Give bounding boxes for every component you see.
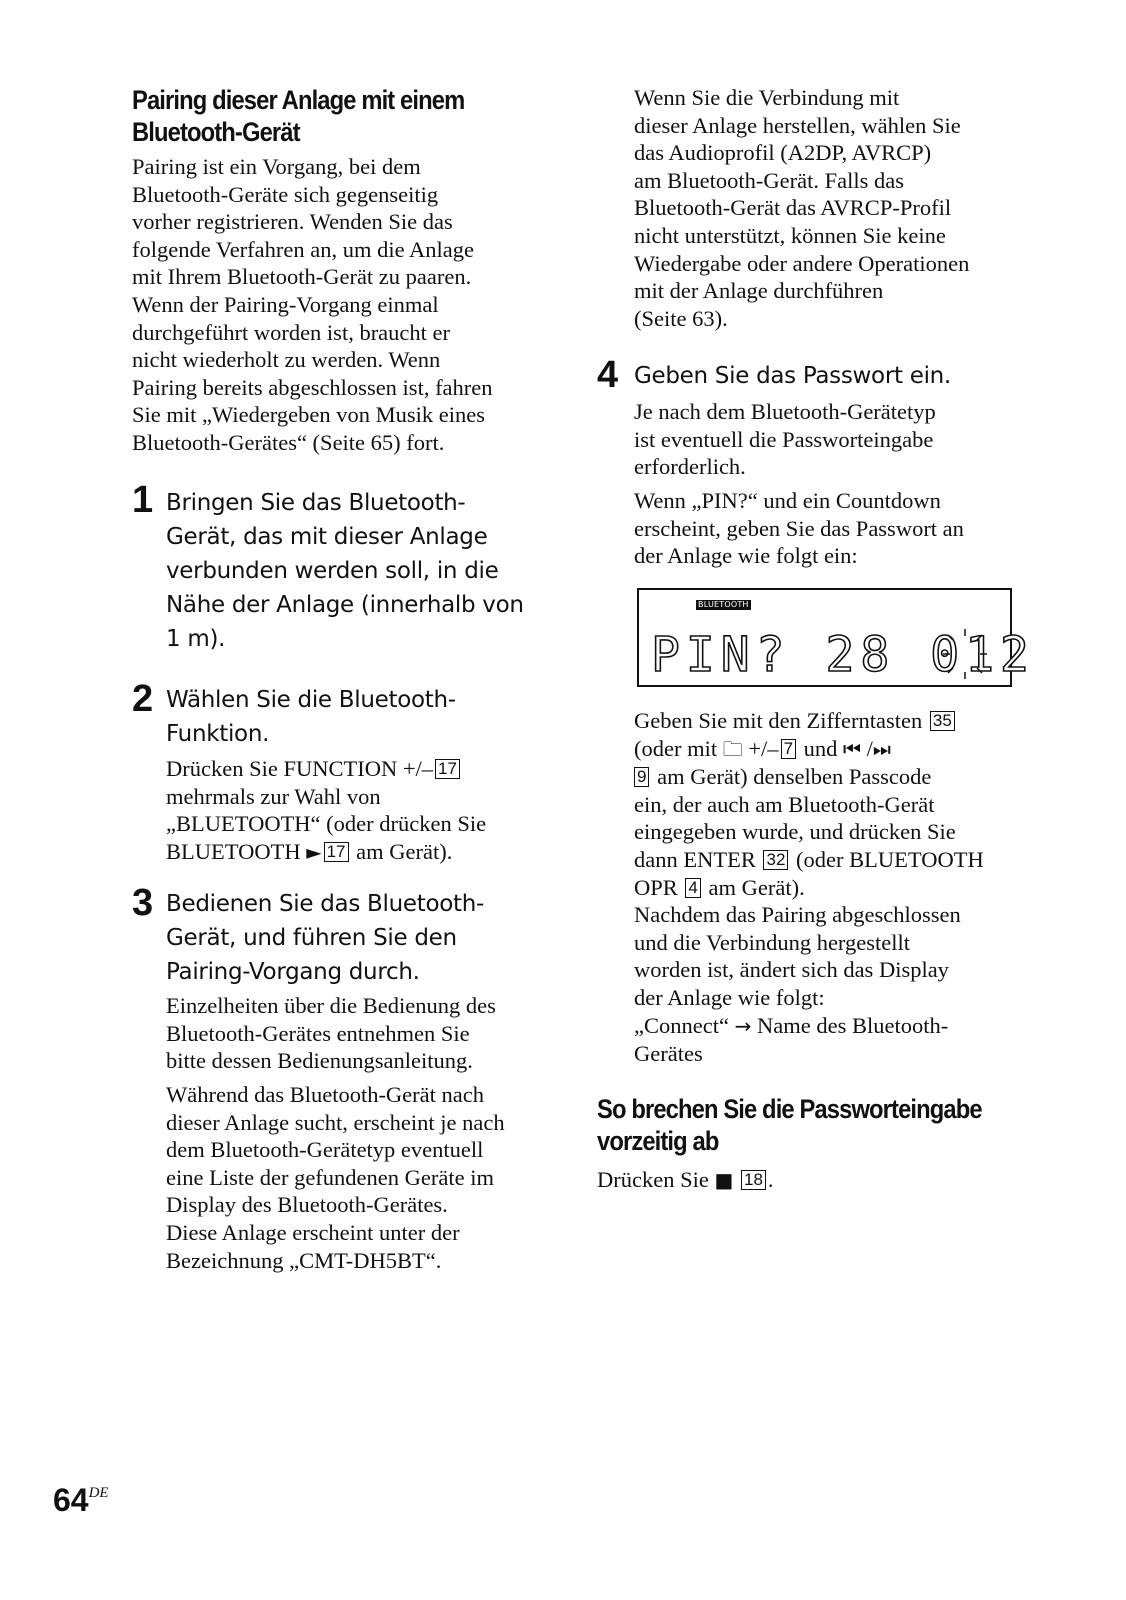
step-number-4: 4 bbox=[597, 354, 619, 396]
page-number: 64DE bbox=[53, 1482, 109, 1518]
step-4-title: Geben Sie das Passwort ein. bbox=[634, 363, 951, 389]
step-number-2: 2 bbox=[132, 678, 154, 720]
intro-paragraph: Pairing ist ein Vorgang, bei dem Bluetooth-Geräte sich gegenseitig vorher registrieren. Wenden Sie das folgende Verfahren an, um die Anlage mit Ihrem Bluetooth-Gerät zu paaren. Wenn der Pairing-Vorgang einmal durchgeführt worden ist, braucht er nicht wiederholt zu werden. Wenn Pairing bereits abgeschlossen ist, fahren Sie mit „Wiedergeben von Musik eines Bluetooth-Gerätes“ (Seite 65) fort. bbox=[132, 154, 493, 455]
step-3-body-2: Während das Bluetooth-Gerät nach dieser Anlage sucht, erscheint je nach dem Bluetooth-Gerätetyp eventuell eine Liste der gefundenen Geräte im Display des Bluetooth-Gerätes. Diese Anlage erscheint unter der Bezeichnung „CMT-DH5BT“. bbox=[166, 1082, 505, 1273]
next-track-icon: ⏭ bbox=[872, 736, 891, 761]
unit-display-illustration bbox=[637, 588, 1035, 687]
folder-icon: 🗀 bbox=[722, 736, 743, 761]
arrow-right-icon: → bbox=[734, 1013, 752, 1038]
section-heading-cancel: So brechen Sie die Passworteingabe vorzeitig ab bbox=[597, 1094, 982, 1156]
ref-number-4: 4 bbox=[685, 878, 700, 898]
ref-number-18: 18 bbox=[741, 1170, 766, 1190]
pin-countdown-readout: PIN? 28 012 bbox=[651, 627, 1035, 683]
ref-number-17: 17 bbox=[324, 842, 349, 862]
passcode-instructions: Geben Sie mit den Zifferntasten 35 (oder mit 🗀 +/– 7 und ⏮ /⏭ 9 am Gerät) denselben Passcode ein, der auch am Bluetooth-Gerät eingegeben wurde, und drücken Sie dann ENTER 32 (oder BLUETOOTH OPR 4 am Gerät). Nachdem das Pairing abgeschlossen und die Verbindung hergestellt worden ist, ändert sich das Display der Anlage wie folgt: „Connect“ → Name des Bluetooth- Gerätes bbox=[634, 708, 984, 1067]
step-1-title: Bringen Sie das Bluetooth- Gerät, das mit dieser Anlage verbunden werden soll, in die Nähe der Anlage (innerhalb von 1 m). bbox=[166, 490, 524, 652]
step-2-body: Drücken Sie FUNCTION +/– 17 mehrmals zur Wahl von „BLUETOOTH“ (oder drücken Sie BLUETOOTH ► 17 am Gerät). bbox=[166, 756, 487, 864]
step-2-title: Wählen Sie die Bluetooth- Funktion. bbox=[166, 687, 456, 747]
stop-icon: ■ bbox=[714, 1168, 734, 1192]
ref-number-32: 32 bbox=[763, 850, 788, 870]
ref-number-35: 35 bbox=[930, 711, 955, 731]
step-number-1: 1 bbox=[132, 479, 154, 521]
step-4-body-1: Je nach dem Bluetooth-Gerätetyp ist eventuell die Passworteingabe erforderlich. bbox=[634, 399, 936, 480]
language-suffix: DE bbox=[88, 1485, 109, 1501]
ref-number-9: 9 bbox=[634, 767, 649, 787]
ref-number-7: 7 bbox=[781, 739, 796, 759]
cancel-instruction: Drücken Sie ■ 18 . bbox=[597, 1167, 774, 1192]
step-3-body-1: Einzelheiten über die Bedienung des Bluetooth-Gerätes entnehmen Sie bitte dessen Bedienungsanleitung. bbox=[166, 993, 496, 1074]
step-4-body-2: Wenn „PIN?“ und ein Countdown erscheint, geben Sie das Passwort an der Anlage wie folgt ein: bbox=[634, 488, 964, 569]
step-3-title: Bedienen Sie das Bluetooth- Gerät, und führen Sie den Pairing-Vorgang durch. bbox=[166, 891, 484, 985]
blinking-digit-icon bbox=[939, 627, 991, 681]
section-heading-pairing: Pairing dieser Anlage mit einem Bluetooth-Gerät bbox=[132, 85, 465, 147]
bluetooth-indicator: BLUETOOTH bbox=[698, 600, 749, 609]
previous-track-icon: ⏮ bbox=[843, 736, 862, 761]
play-icon: ► bbox=[306, 839, 322, 864]
step-number-3: 3 bbox=[132, 882, 154, 924]
profile-paragraph: Wenn Sie die Verbindung mit dieser Anlage herstellen, wählen Sie das Audioprofil (A2DP, AVRCP) am Bluetooth-Gerät. Falls das Bluetooth-Gerät das AVRCP-Profil nicht unterstützt, können Sie keine Wiedergabe oder andere Operationen mit der Anlage durchführen (Seite 63). bbox=[634, 85, 970, 331]
ref-number-17: 17 bbox=[435, 759, 460, 779]
